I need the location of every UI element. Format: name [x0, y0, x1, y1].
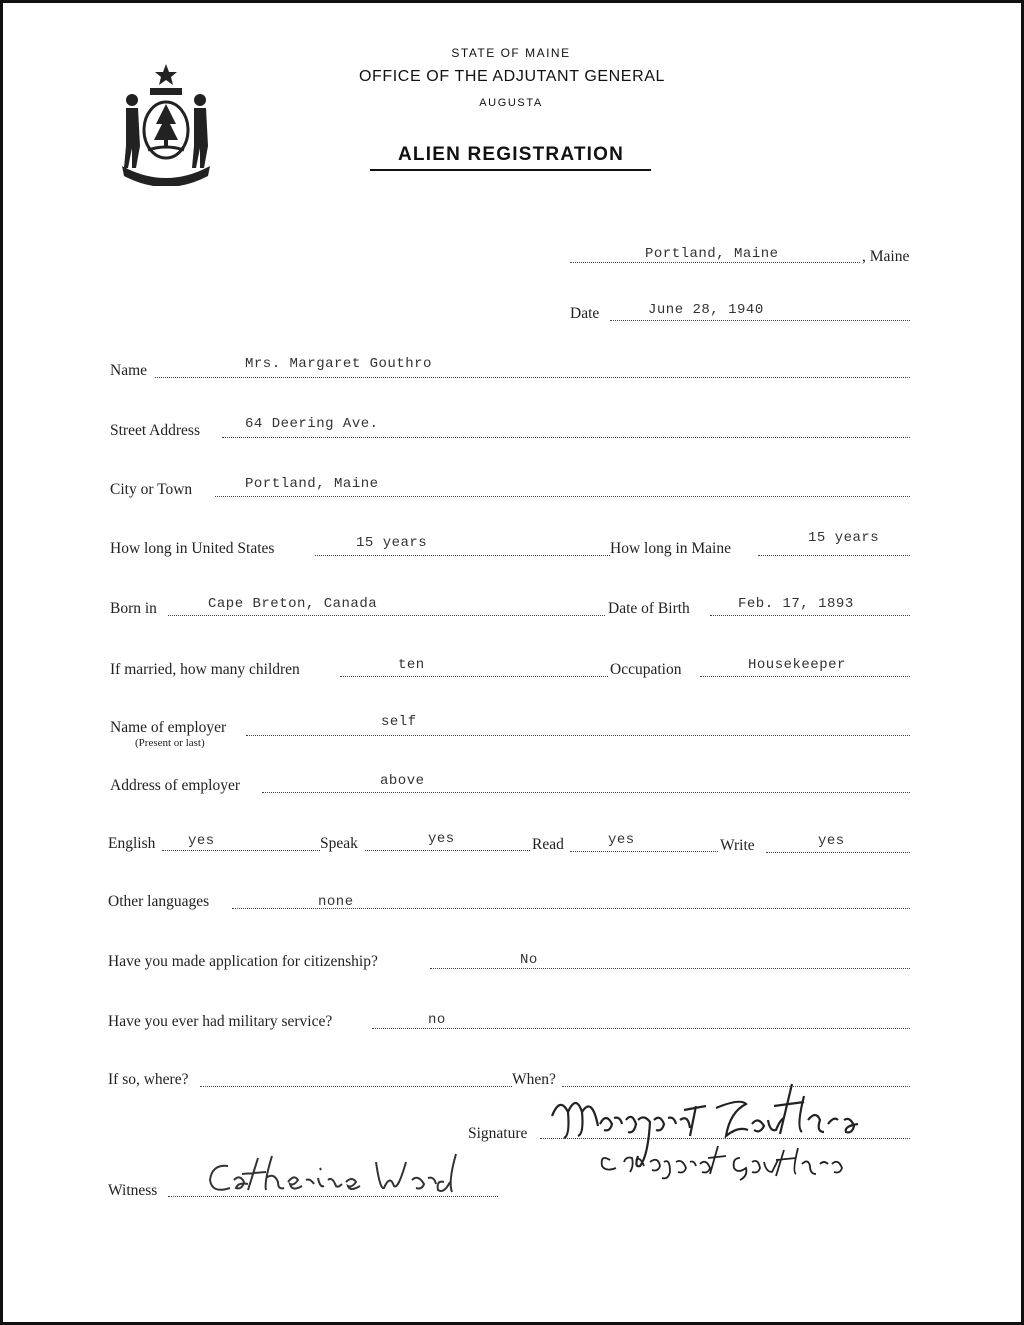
born-line [168, 615, 605, 616]
street-line [222, 437, 910, 438]
signature-handwriting [540, 1076, 910, 1186]
occupation-label: Occupation [610, 661, 682, 678]
title-underline [370, 169, 651, 171]
occupation-value: Housekeeper [748, 657, 846, 673]
employer-line [246, 735, 910, 736]
employer-address-line [262, 792, 910, 793]
read-label: Read [532, 836, 564, 853]
dob-value: Feb. 17, 1893 [738, 596, 854, 612]
maine-label: How long in Maine [610, 540, 731, 557]
city-value: Portland, Maine [245, 476, 379, 492]
header-state: STATE OF MAINE [451, 46, 571, 60]
witness-signature-handwriting [200, 1152, 480, 1202]
read-value: yes [608, 832, 635, 848]
born-label: Born in [110, 600, 157, 617]
page-border-top [0, 0, 1024, 3]
name-line [155, 377, 910, 378]
write-label: Write [720, 837, 755, 854]
where-line [200, 1086, 512, 1087]
employer-value: self [381, 714, 417, 730]
children-line [340, 676, 608, 677]
employer-sublabel: (Present or last) [135, 737, 205, 749]
military-value: no [428, 1012, 446, 1028]
city-line [215, 496, 910, 497]
city-label: City or Town [110, 481, 193, 498]
military-label: Have you ever had military service? [108, 1013, 333, 1030]
date-value: June 28, 1940 [648, 302, 764, 318]
date-label: Date [570, 305, 600, 322]
military-line [372, 1028, 910, 1029]
page-border-left [0, 0, 3, 1325]
citizenship-label: Have you made application for citizenship? [108, 953, 378, 970]
other-languages-value: none [318, 894, 354, 910]
place-value: Portland, Maine [645, 246, 779, 262]
write-value: yes [818, 833, 845, 849]
write-line [766, 852, 910, 853]
us-value: 15 years [356, 535, 428, 551]
place-line [570, 262, 860, 263]
citizenship-line [430, 968, 910, 969]
where-label: If so, where? [108, 1071, 189, 1088]
employer-label: Name of employer [110, 719, 227, 736]
employer-address-value: above [380, 773, 425, 789]
maine-line [758, 555, 910, 556]
when-label: When? [512, 1071, 556, 1088]
us-label: How long in United States [110, 540, 275, 557]
header-office: OFFICE OF THE ADJUTANT GENERAL [358, 68, 666, 85]
speak-label: Speak [320, 835, 358, 852]
street-value: 64 Deering Ave. [245, 416, 379, 432]
witness-label: Witness [108, 1182, 158, 1199]
maine-value: 15 years [808, 530, 880, 546]
read-line [570, 851, 718, 852]
date-line [610, 320, 910, 321]
other-languages-label: Other languages [108, 893, 210, 910]
place-suffix: , Maine [862, 248, 910, 265]
english-label: English [108, 835, 156, 852]
dob-line [710, 615, 910, 616]
dob-label: Date of Birth [608, 600, 690, 617]
born-value: Cape Breton, Canada [208, 596, 378, 612]
children-value: ten [398, 657, 425, 673]
english-line [162, 850, 320, 851]
name-value: Mrs. Margaret Gouthro [245, 356, 432, 372]
name-label: Name [110, 362, 148, 379]
us-line [315, 555, 610, 556]
employer-address-label: Address of employer [110, 777, 240, 794]
speak-value: yes [428, 831, 455, 847]
children-label: If married, how many children [110, 661, 300, 678]
english-value: yes [188, 833, 215, 849]
citizenship-value: No [520, 952, 538, 968]
header-city: AUGUSTA [479, 97, 543, 109]
form-title: ALIEN REGISTRATION [397, 144, 625, 165]
street-label: Street Address [110, 422, 200, 439]
speak-line [365, 850, 530, 851]
occupation-line [700, 676, 910, 677]
signature-label: Signature [468, 1125, 528, 1142]
